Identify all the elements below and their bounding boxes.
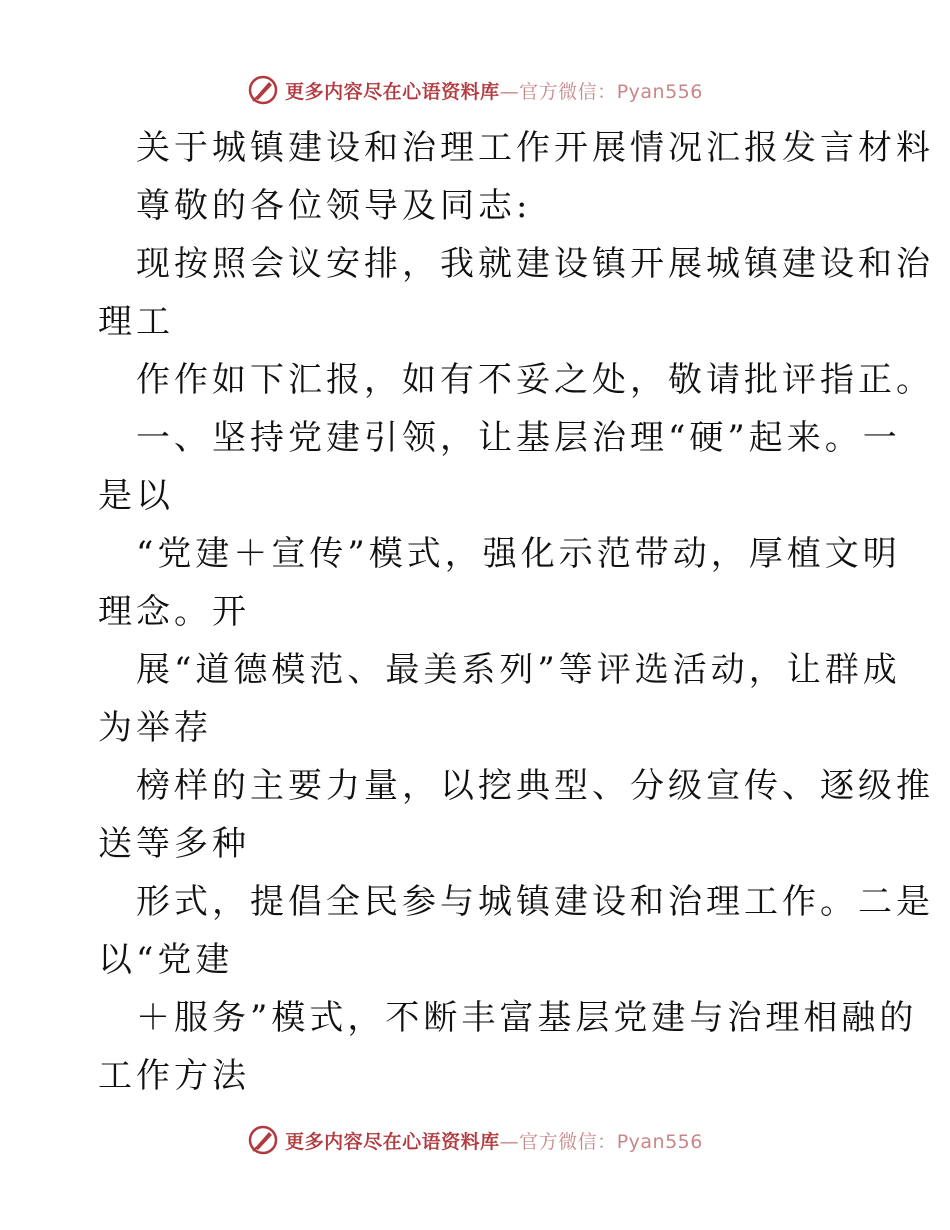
paragraph-line: ＋服务”模式，不断丰富基层党建与治理相融的 bbox=[136, 998, 918, 1038]
section-heading-line: 一、坚持党建引领，让基层治理“硬”起来。一 bbox=[136, 418, 901, 458]
paragraph-line: 送等多种 bbox=[98, 824, 250, 864]
paragraph-line: 榜样的主要力量，以挖典型、分级宣传、逐级推 bbox=[136, 766, 934, 806]
paragraph-line: 形式，提倡全民参与城镇建设和治理工作。二是 bbox=[136, 882, 934, 922]
footer-watermark bbox=[0, 1120, 950, 1160]
quill-seal-icon bbox=[247, 1124, 279, 1156]
paragraph-line: 以“党建 bbox=[98, 940, 234, 980]
paragraph-line: “党建＋宣传”模式，强化示范带动，厚植文明 bbox=[136, 534, 901, 574]
paragraph-line: 工作方法 bbox=[98, 1056, 250, 1096]
paragraph-line: 理工 bbox=[98, 302, 174, 342]
watermark-text: 更多内容尽在心语资料库—官方微信：Pyan556 bbox=[285, 80, 703, 103]
paragraph-line: 是以 bbox=[98, 476, 174, 516]
document-title: 关于城镇建设和治理工作开展情况汇报发言材料 bbox=[136, 128, 934, 168]
salutation: 尊敬的各位领导及同志: bbox=[136, 186, 532, 226]
paragraph-line: 作作如下汇报，如有不妥之处，敬请批评指正。 bbox=[136, 360, 934, 400]
watermark-text: 更多内容尽在心语资料库—官方微信：Pyan556 bbox=[285, 1130, 703, 1153]
paragraph-line: 为举荐 bbox=[98, 708, 212, 748]
paragraph-line: 理念。开 bbox=[98, 592, 250, 632]
paragraph-line: 现按照会议安排，我就建设镇开展城镇建设和治 bbox=[136, 244, 934, 284]
paragraph-line: 展“道德模范、最美系列”等评选活动，让群成 bbox=[136, 650, 901, 690]
